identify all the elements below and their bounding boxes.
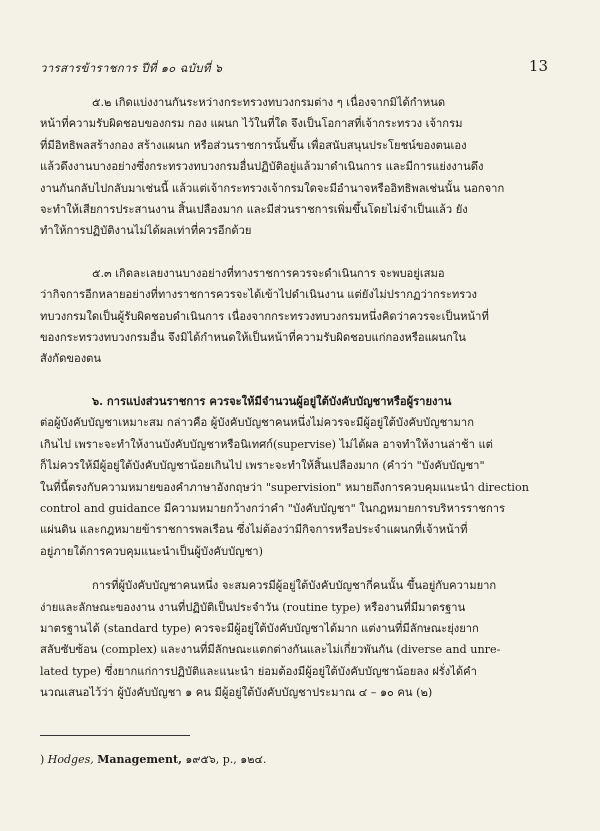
text-line: แล้วดึงงานบางอย่างซึ่งกระทรวงทบวงกรมอื่นปฏิบัติอยู่แล้วมาดำเนินการ และมีการแย่งงานดึง bbox=[40, 160, 484, 174]
text-line: อยู่ภายใต้การควบคุมแนะนำเป็นผู้บังคับบัญชา) bbox=[40, 544, 263, 558]
text-line: มาตรฐานได้ (standard type) ควรจะมีผู้อยู่ใต้บังคับบัญชาได้มาก แต่งานที่มีลักษณะยุ่งยาก bbox=[40, 621, 479, 635]
footnote-citation: ๑๙๕๖, p., ๑๒๔. bbox=[185, 753, 267, 766]
text-line: เกินไป เพราะจะทำให้งานบังคับบัญชาหรือนิเทศก์(supervise) ไม่ได้ผล อาจทำให้งานล่าช้า แต่ bbox=[40, 437, 493, 451]
footnote bbox=[40, 750, 266, 768]
text-line: ก็ไม่ควรให้มีผู้อยู่ใต้บังคับบัญชาน้อยเกินไป เพราะจะทำให้สิ้นเปลืองมาก (คำว่า "บังคับบัญชา" bbox=[40, 459, 485, 473]
text-line: งานกันกลับไปกลับมาเช่นนี้ แล้วแต่เจ้ากระทรวงเจ้ากรมใดจะมีอำนาจหรืออิทธิพลเช่นนั้น นอกจาก bbox=[40, 181, 505, 195]
text-line: จะทำให้เสียการประสานงาน สิ้นเปลืองมาก และมีส่วนราชการเพิ่มขึ้นโดยไม่จำเป็นแล้ว ยัง bbox=[40, 203, 468, 217]
text-line: ของกระทรวงทบวงกรมอื่น จึงมิได้กำหนดให้เป็นหน้าที่ความรับผิดชอบแก่กองหรือแผนกใน bbox=[40, 331, 466, 345]
text-line: หน้าที่ความรับผิดชอบของกรม กอง แผนก ไว้ในที่ใด จึงเป็นโอกาสที่เจ้ากระทรวง เจ้ากรม bbox=[40, 117, 463, 131]
text-line: ว่ากิจการอีกหลายอย่างที่ทางราชการควรจะได้เข้าไปดำเนินงาน แต่ยังไม่ปรากฏว่ากระทรวง bbox=[40, 288, 477, 302]
text-line: สังกัดของตน bbox=[40, 352, 102, 366]
footnote-mark: ) bbox=[40, 753, 45, 766]
text-line: สลับซับซ้อน (complex) และงานที่มีลักษณะแตกต่างกันและไม่เกี่ยวพันกัน (diverse and unre- bbox=[40, 643, 501, 657]
footnote-title: Management, bbox=[97, 753, 182, 766]
text-line: ทบวงกรมใดเป็นผู้รับผิดชอบดำเนินการ เนื่องจากกระทรวงทบวงกรมหนึ่งคิดว่าควรจะเป็นหน้าที่ bbox=[40, 309, 489, 323]
text-line: ทำให้การปฏิบัติงานไม่ได้ผลเท่าที่ควรอีกด้วย bbox=[40, 224, 252, 238]
text-line: ต่อผู้บังคับบัญชาเหมาะสม กล่าวคือ ผู้บังคับบัญชาคนหนึ่งไม่ควรจะมีผู้อยู่ใต้บังคับบัญชามาก bbox=[40, 416, 474, 430]
text-line: นวณเสนอไว้ว่า ผู้บังคับบัญชา ๑ คน มีผู้อยู่ใต้บังคับบัญชาประมาณ ๔ – ๑๐ คน (๒) bbox=[40, 686, 433, 700]
text-line: ง่ายและลักษณะของงาน งานที่ปฏิบัติเป็นประจำวัน (routine type) หรืองานที่มีมาตรฐาน bbox=[40, 600, 466, 614]
page-number: 13 bbox=[528, 57, 548, 75]
text-line: control and guidance มีความหมายกว้างกว่าคำ "บังคับบัญชา" ในกฎหมายการบริหารราชการ bbox=[40, 501, 506, 515]
text-line: lated type) ซึ่งยากแก่การปฏิบัติและแนะนำ ย่อมต้องมีผู้อยู่ใต้บังคับบัญชาน้อยลง ฝรั่งได้คำ bbox=[40, 664, 477, 678]
document-body bbox=[40, 92, 554, 704]
paragraph-5-2 bbox=[40, 92, 554, 242]
text-line: ในที่นี้ตรงกับความหมายของคำภาษาอังกฤษว่า "supervision" หมายถึงการควบคุมแนะนำ direction bbox=[40, 480, 529, 494]
journal-header: วารสารข้าราชการ ปีที่ ๑๐ ฉบับที่ ๖ bbox=[40, 61, 223, 75]
text-line: ที่มีอิทธิพลสร้างกอง สร้างแผนก หรือส่วนราชการนั้นขึ้น เพื่อสนับสนุนประโยชน์ของตนเอง bbox=[40, 138, 467, 152]
footnote-divider bbox=[40, 735, 190, 736]
text-line: แผ่นดิน และกฎหมายข้าราชการพลเรือน ซึ่งไม่ต้องว่ามีกิจการหรือประจำแผนกที่เจ้าหน้าที่ bbox=[40, 523, 468, 537]
text-line: ๕.๒ เกิดแบ่งงานกันระหว่างกระทรวงทบวงกรมต่าง ๆ เนื่องจากมิได้กำหนด bbox=[92, 96, 446, 109]
text-line: การที่ผู้บังคับบัญชาคนหนึ่ง จะสมควรมีผู้อยู่ใต้บังคับบัญชากี่คนนั้น ขึ้นอยู่กับความยาก bbox=[92, 579, 497, 593]
footnote-author: Hodges, bbox=[47, 753, 94, 766]
paragraph-5-3 bbox=[40, 263, 554, 370]
text-line: ๖. การแบ่งส่วนราชการ ควรจะให้มีจำนวนผู้อยู่ใต้บังคับบัญชาหรือผู้รายงาน bbox=[92, 393, 452, 408]
paragraph-span-of-control bbox=[40, 575, 554, 703]
paragraph-6 bbox=[40, 391, 554, 562]
text-line: ๕.๓ เกิดละเลยงานบางอย่างที่ทางราชการควรจะดำเนินการ จะพบอยู่เสมอ bbox=[92, 266, 445, 280]
